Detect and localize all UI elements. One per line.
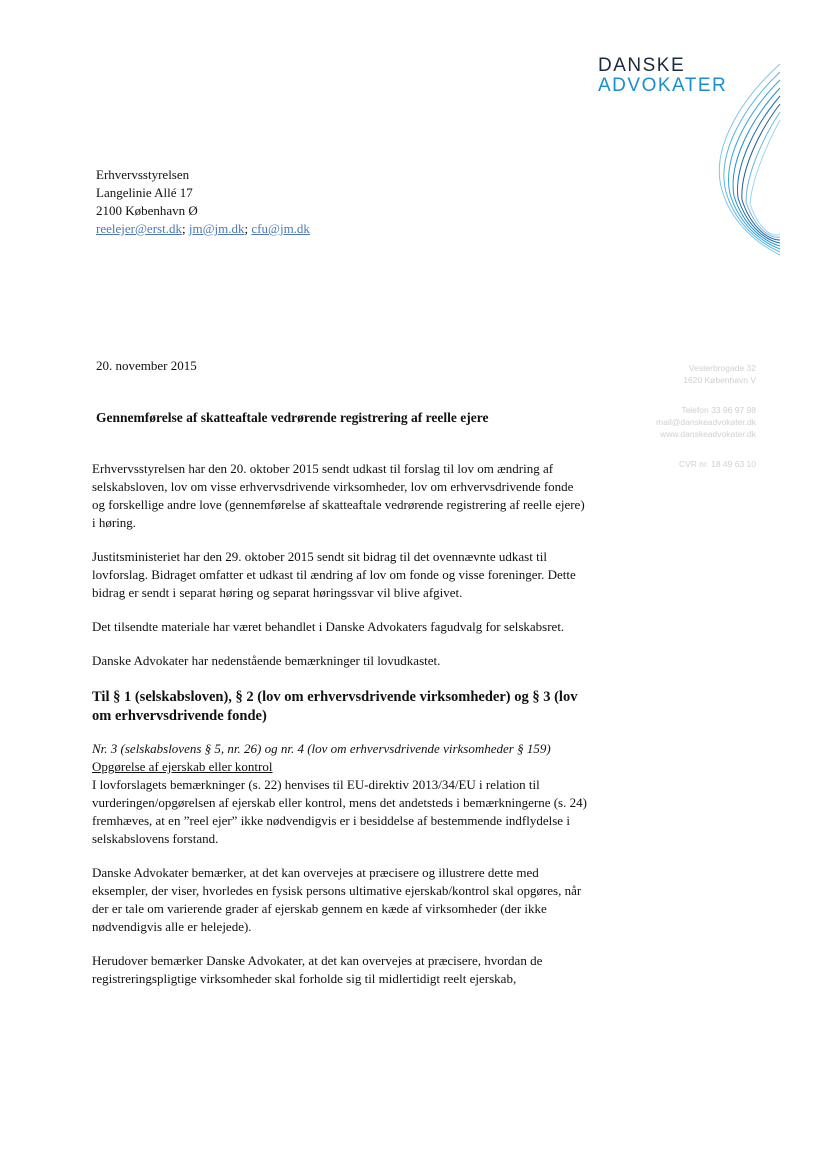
letter-body bbox=[92, 460, 588, 1004]
subsection-italic: Nr. 3 (selskabslovens § 5, nr. 26) og nr. 4 (lov om erhvervsdrivende virksomheder § 159) bbox=[92, 741, 551, 756]
paragraph-1: Erhvervsstyrelsen har den 20. oktober 2015 sendt udkast til forslag til lov om ændring af selskabsloven, lov om visse erhvervsdrivende virksomheder, lov om erhvervsdrivende fonde og forskellige andre love (gennemførelse af skatteaftale vedrørende registrering af reelle ejere) i høring. bbox=[92, 461, 585, 530]
paragraph-3: Det tilsendte materiale har været behandlet i Danske Advokaters fagudvalg for selskabsret. bbox=[92, 619, 565, 634]
paragraph-4: Danske Advokater har nedenstående bemærkninger til lovudkastet. bbox=[92, 653, 441, 668]
paragraph-6: Danske Advokater bemærker, at det kan overvejes at præcisere og illustrere dette med eksempler, der viser, hvorledes en fysisk persons ultimative ejerskab/kontrol skal opgøres, når der er tale om varierende grader af ejerskab gennem en kæde af virksomheder (der ikke nødvendigvis alle er helejede). bbox=[92, 865, 582, 934]
subsection-underlined: Opgørelse af ejerskab eller kontrol bbox=[92, 759, 273, 774]
recipient-street: Langelinie Allé 17 bbox=[96, 185, 193, 200]
sender-info bbox=[600, 362, 756, 470]
email-link-jm[interactable]: jm@jm.dk bbox=[188, 221, 245, 236]
sender-city: 1620 København V bbox=[683, 375, 756, 385]
logo-line-1: DANSKE bbox=[598, 55, 686, 76]
section-heading: Til § 1 (selskabsloven), § 2 (lov om erhvervsdrivende virksomheder) og § 3 (lov om erhvervsdrivende fonde) bbox=[92, 689, 578, 724]
sender-cvr: CVR nr. 18 49 63 10 bbox=[678, 459, 756, 469]
paragraph-2: Justitsministeriet har den 29. oktober 2015 sendt sit bidrag til det ovennævnte udkast til lovforslag. Bidraget omfatter et udkast til ændring af lov om fonde og visse foreninger. Dette bidrag er sendt i separat høring og separat høringssvar vil blive afgivet. bbox=[92, 549, 576, 600]
paragraph-5: I lovforslagets bemærkninger (s. 22) henvises til EU-direktiv 2013/34/EU i relation til vurderingen/opgørelsen af ejerskab eller kontrol, mens det andetsteds i bemærkningerne (s. 24) fremhæves, at en ”reel ejer” ikke nødvendigvis er i besiddelse af bestemmende indflydelse i selskabslovens forstand. bbox=[92, 777, 587, 846]
paragraph-7: Herudover bemærker Danske Advokater, at det kan overvejes at præcisere, hvordan de registreringspligtige virksomheder skal forholde sig til midlertidigt reelt ejerskab, bbox=[92, 953, 543, 986]
sender-email: mail@danskeadvokater.dk bbox=[656, 417, 756, 427]
recipient-address bbox=[96, 166, 310, 238]
logo-waves-graphic bbox=[700, 60, 782, 260]
logo-line-2: ADVOKATER bbox=[598, 75, 728, 96]
sender-street: Vesterbrogade 32 bbox=[688, 363, 756, 373]
letter-date: 20. november 2015 bbox=[96, 358, 197, 373]
recipient-name: Erhvervsstyrelsen bbox=[96, 167, 190, 182]
email-link-cfu[interactable]: cfu@jm.dk bbox=[251, 221, 310, 236]
sender-phone: Telefon 33 96 97 98 bbox=[681, 405, 756, 415]
recipient-emails: reelejer@erst.dk; jm@jm.dk; cfu@jm.dk bbox=[96, 221, 310, 236]
email-link-erst[interactable]: reelejer@erst.dk bbox=[96, 221, 182, 236]
letter-subject: Gennemførelse af skatteaftale vedrørende registrering af reelle ejere bbox=[96, 410, 489, 425]
sender-web: www.danskeadvokater.dk bbox=[660, 429, 756, 439]
recipient-city: 2100 København Ø bbox=[96, 203, 198, 218]
